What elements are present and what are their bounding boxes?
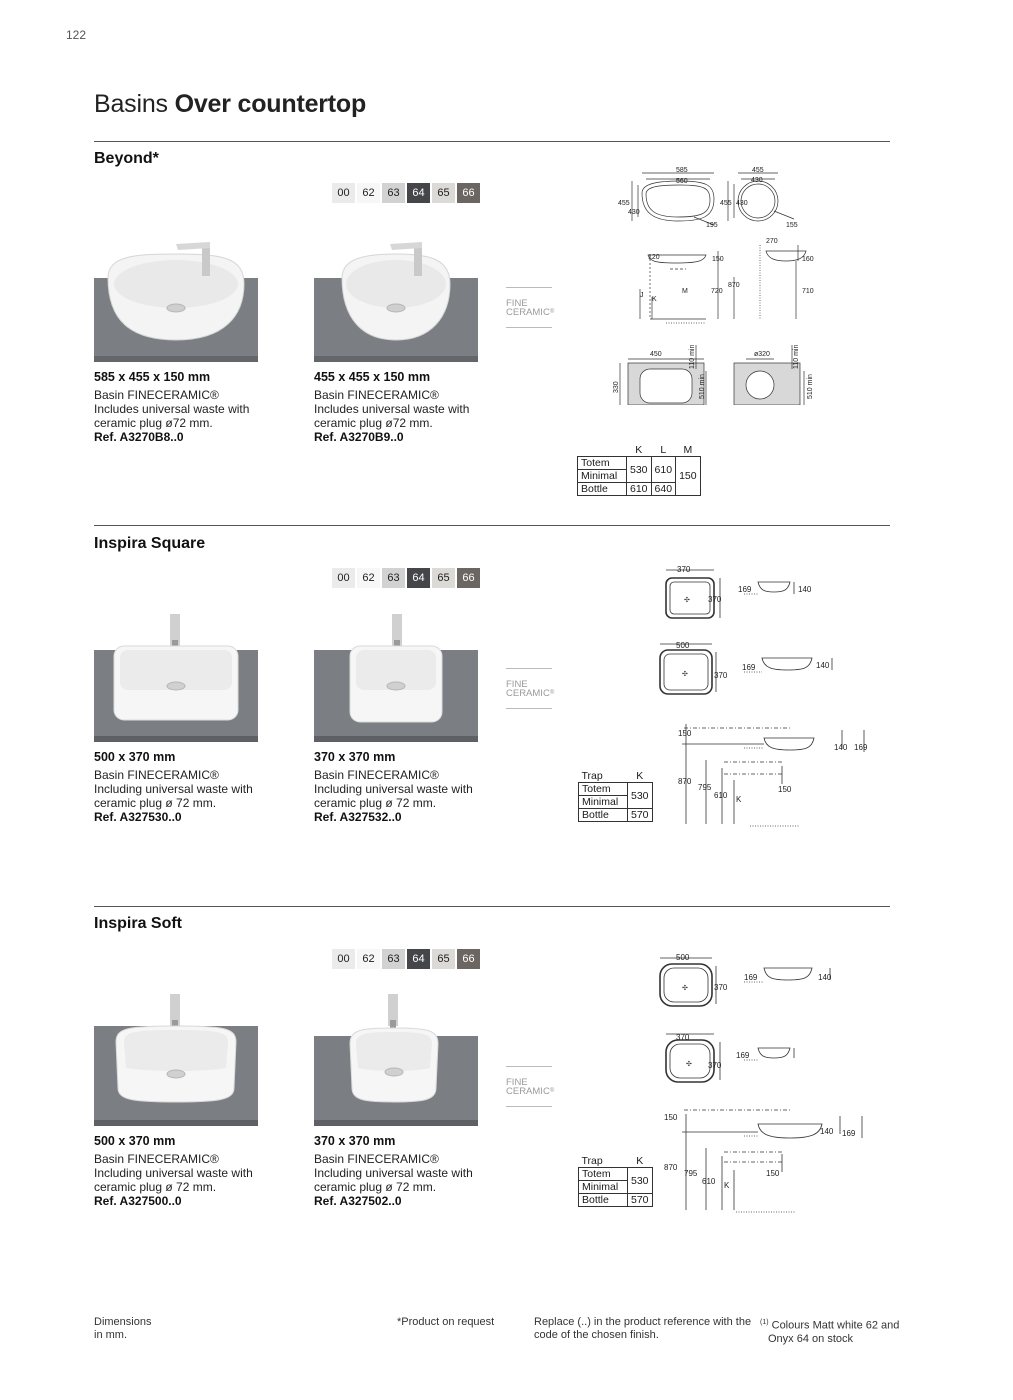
product-desc: Including universal waste with — [314, 782, 473, 796]
table-header: Trap — [581, 1155, 603, 1167]
footer-text: Colours Matt white 62 and — [771, 1319, 900, 1332]
basin-soft-370-icon — [314, 992, 478, 1106]
dim-label: 870 — [728, 282, 740, 289]
table-cell: 530 — [627, 457, 652, 483]
fine-ceramic-logo — [506, 1066, 555, 1107]
product-ref: Ref. A327500..0 — [94, 1194, 182, 1208]
dim-label: 610 — [702, 1177, 716, 1186]
product-spec-soft-370 — [314, 1134, 504, 1208]
title-bold: Over countertop — [174, 90, 367, 118]
product-desc: ceramic plug ø 72 mm. — [94, 796, 217, 810]
table-cell: 610 — [627, 483, 652, 496]
footer-text: Replace (..) in the product reference with the — [534, 1316, 752, 1328]
section-title-inspira-soft: Inspira Soft — [94, 915, 183, 932]
dim-label: 169 — [744, 973, 758, 982]
finish-swatch-62: 62 — [357, 183, 380, 203]
technical-drawing-inspira-square — [640, 562, 875, 830]
footer-text: in mm. — [94, 1329, 127, 1341]
product-dimensions: 500 x 370 mm — [94, 750, 176, 764]
product-dimensions: 500 x 370 mm — [94, 1134, 176, 1148]
finish-swatch-63: 63 — [382, 949, 405, 969]
product-desc: Includes universal waste with — [314, 402, 470, 416]
dim-label: 169 — [738, 585, 752, 594]
finish-swatch-63: 63 — [382, 568, 405, 588]
dim-label: 110 min — [689, 344, 696, 369]
finish-swatch-66: 66 — [457, 949, 480, 969]
table-header: K — [636, 1155, 644, 1167]
title-light: Basins — [94, 90, 168, 118]
dim-label: 140 — [820, 1127, 834, 1136]
product-ref: Ref. A327530..0 — [94, 810, 182, 824]
dim-label: 455 — [720, 200, 732, 207]
dim-label: 150 — [712, 256, 724, 263]
finish-swatches — [332, 183, 482, 203]
basin-square-500-icon — [94, 612, 258, 724]
dim-label: 150 — [766, 1169, 780, 1178]
dim-label: K — [736, 795, 742, 804]
product-ref: Ref. A3270B8..0 — [94, 430, 184, 444]
table-header: Trap — [581, 770, 603, 782]
dim-label: 150 — [778, 785, 792, 794]
dim-label: 710 — [802, 288, 814, 295]
dim-label: M — [682, 288, 688, 295]
table-cell: Bottle — [579, 1194, 628, 1207]
dim-label: 169 — [854, 743, 868, 752]
finish-swatch-00: 00 — [332, 949, 355, 969]
product-desc: ceramic plug ø 72 mm. — [314, 796, 437, 810]
product-spec-beyond-585 — [94, 370, 284, 444]
table-cell: Minimal — [579, 1181, 628, 1194]
dim-label: 370 — [676, 1033, 690, 1042]
technical-drawing-inspira-soft — [640, 948, 875, 1216]
dim-label: 140 — [834, 743, 848, 752]
table-cell: Bottle — [579, 809, 628, 822]
table-cell: Totem — [579, 783, 628, 796]
dim-label: 720 — [711, 288, 723, 295]
table-cell: 640 — [651, 483, 676, 496]
dim-label: ø320 — [754, 351, 770, 358]
finish-swatch-00: 00 — [332, 568, 355, 588]
footer-request-note: *Product on request — [397, 1316, 495, 1328]
product-dimensions: 455 x 455 x 150 mm — [314, 370, 431, 384]
footnote-mark: (1) — [760, 1319, 769, 1326]
dim-label: 430 — [628, 209, 640, 216]
product-desc: ceramic plug ø72 mm. — [94, 416, 213, 430]
product-desc: Basin FINECERAMIC® — [314, 388, 439, 402]
product-desc: Includes universal waste with — [94, 402, 250, 416]
dim-label: 169 — [742, 663, 756, 672]
dim-label: J — [640, 292, 644, 299]
section-title-beyond: Beyond* — [94, 150, 159, 167]
footer-dimensions-note — [94, 1316, 151, 1342]
dim-label: 110 min — [793, 344, 800, 369]
finish-swatch-64: 64 — [407, 949, 430, 969]
section-title-inspira-square: Inspira Square — [94, 535, 206, 552]
section-divider — [94, 525, 890, 526]
product-desc: Basin FINECERAMIC® — [94, 388, 219, 402]
svg-text:✣: ✣ — [682, 671, 688, 678]
fine-ceramic-logo — [506, 287, 555, 328]
table-header: M — [683, 444, 693, 456]
table-cell: Bottle — [578, 483, 627, 496]
product-spec-square-500 — [94, 750, 284, 824]
product-ref: Ref. A327502..0 — [314, 1194, 402, 1208]
fitting-table-square — [578, 770, 653, 822]
badge-line — [506, 287, 552, 288]
table-cell: 570 — [628, 809, 653, 822]
page-number: 122 — [66, 28, 87, 42]
dim-label: 370 — [714, 983, 728, 992]
product-desc: ceramic plug ø 72 mm. — [94, 1180, 217, 1194]
dim-label: 500 — [676, 953, 690, 962]
table-cell: Minimal — [579, 796, 628, 809]
badge-text: FINE — [506, 1077, 528, 1088]
basin-beyond-585-icon — [94, 236, 258, 346]
dim-label: 169 — [736, 1051, 750, 1060]
svg-text:✣: ✣ — [682, 985, 688, 992]
product-dimensions: 370 x 370 mm — [314, 1134, 396, 1148]
basin-square-370-icon — [314, 612, 478, 724]
badge-text: CERAMIC® — [506, 1086, 555, 1097]
product-desc: Basin FINECERAMIC® — [314, 768, 439, 782]
finish-swatch-65: 65 — [432, 949, 455, 969]
table-cell: Minimal — [578, 470, 627, 483]
finish-swatch-65: 65 — [432, 183, 455, 203]
product-desc: Basin FINECERAMIC® — [314, 1152, 439, 1166]
footer-text: Onyx 64 on stock — [768, 1332, 853, 1345]
product-spec-beyond-455 — [314, 370, 504, 444]
dim-label: 160 — [802, 256, 814, 263]
badge-line — [506, 1106, 552, 1107]
section-divider — [94, 141, 890, 142]
product-desc: Including universal waste with — [314, 1166, 473, 1180]
finish-swatch-66: 66 — [457, 568, 480, 588]
dim-label: 195 — [706, 222, 718, 229]
table-header: K — [636, 770, 644, 782]
dim-label: 370 — [708, 595, 722, 604]
product-desc: Including universal waste with — [94, 1166, 253, 1180]
table-cell: Totem — [579, 1168, 628, 1181]
dim-label: 370 — [714, 671, 728, 680]
footer-text: Dimensions — [94, 1316, 152, 1328]
dim-label: 370 — [677, 565, 691, 574]
product-desc: Including universal waste with — [94, 782, 253, 796]
badge-line — [506, 668, 552, 669]
dim-label: 169 — [842, 1129, 856, 1138]
dim-label: 140 — [816, 661, 830, 670]
dim-label: 270 — [766, 238, 778, 245]
finish-swatch-66: 66 — [457, 183, 480, 203]
fitting-table-soft — [578, 1155, 653, 1207]
dim-label: 330 — [613, 381, 620, 393]
technical-drawing-beyond — [610, 165, 830, 405]
svg-text:✣: ✣ — [684, 597, 690, 604]
badge-line — [506, 708, 552, 709]
badge-line — [506, 1066, 552, 1067]
dim-label: K — [724, 1181, 730, 1190]
fine-ceramic-logo — [506, 668, 555, 709]
badge-text: CERAMIC® — [506, 307, 555, 318]
badge-text: FINE — [506, 298, 528, 309]
finish-swatches — [332, 949, 482, 969]
dim-label: 870 — [664, 1163, 678, 1172]
product-dimensions: 370 x 370 mm — [314, 750, 396, 764]
table-cell: 530 — [628, 783, 653, 809]
badge-text: FINE — [506, 679, 528, 690]
dim-label: 795 — [684, 1169, 698, 1178]
product-ref: Ref. A3270B9..0 — [314, 430, 404, 444]
dim-label: 455 — [752, 167, 764, 174]
footer-text: code of the chosen finish. — [534, 1329, 659, 1341]
dim-label: 450 — [650, 351, 662, 358]
basin-soft-500-icon — [94, 992, 258, 1106]
table-header: L — [660, 444, 667, 456]
product-dimensions: 585 x 455 x 150 mm — [94, 370, 211, 384]
dim-label: 510 min — [699, 374, 706, 399]
dim-label: 155 — [786, 222, 798, 229]
product-desc: Basin FINECERAMIC® — [94, 768, 219, 782]
table-cell: 610 — [651, 457, 676, 483]
dim-label: 140 — [798, 585, 812, 594]
dim-label: 560 — [676, 178, 688, 185]
dim-label: 150 — [678, 729, 692, 738]
svg-text:✣: ✣ — [686, 1061, 692, 1068]
finish-swatch-63: 63 — [382, 183, 405, 203]
dim-label: 370 — [708, 1061, 722, 1070]
dim-label: 795 — [698, 783, 712, 792]
finish-swatch-00: 00 — [332, 183, 355, 203]
table-cell: 530 — [628, 1168, 653, 1194]
dim-label: 870 — [678, 777, 692, 786]
table-header: K — [635, 444, 643, 456]
basin-beyond-455-icon — [314, 236, 478, 346]
dim-label: 585 — [676, 167, 688, 174]
dim-label: 500 — [676, 641, 690, 650]
product-ref: Ref. A327532..0 — [314, 810, 402, 824]
product-desc: Basin FINECERAMIC® — [94, 1152, 219, 1166]
dim-label: 610 — [714, 791, 728, 800]
product-spec-square-370 — [314, 750, 504, 824]
badge-line — [506, 327, 552, 328]
dim-label: 120 — [648, 254, 660, 261]
dim-label: 455 — [618, 200, 630, 207]
page-title — [94, 90, 366, 119]
table-cell: Totem — [578, 457, 627, 470]
footer-colours-note — [760, 1316, 899, 1346]
dim-label: 150 — [664, 1113, 678, 1122]
table-cell: 570 — [628, 1194, 653, 1207]
fitting-table-beyond — [577, 444, 701, 496]
table-cell: 150 — [676, 457, 701, 496]
dim-label: K — [652, 296, 657, 303]
finish-swatch-64: 64 — [407, 568, 430, 588]
finish-swatch-62: 62 — [357, 568, 380, 588]
finish-swatch-65: 65 — [432, 568, 455, 588]
finish-swatch-62: 62 — [357, 949, 380, 969]
finish-swatches — [332, 568, 482, 588]
finish-swatch-64: 64 — [407, 183, 430, 203]
dim-label: 140 — [818, 973, 832, 982]
section-divider — [94, 906, 890, 907]
dim-label: 510 min — [807, 374, 814, 399]
product-desc: ceramic plug ø 72 mm. — [314, 1180, 437, 1194]
product-spec-soft-500 — [94, 1134, 284, 1208]
product-desc: ceramic plug ø72 mm. — [314, 416, 433, 430]
badge-text: CERAMIC® — [506, 688, 555, 699]
dim-label: 430 — [736, 200, 748, 207]
dim-label: 430 — [751, 177, 763, 184]
footer-replace-note — [534, 1316, 751, 1342]
